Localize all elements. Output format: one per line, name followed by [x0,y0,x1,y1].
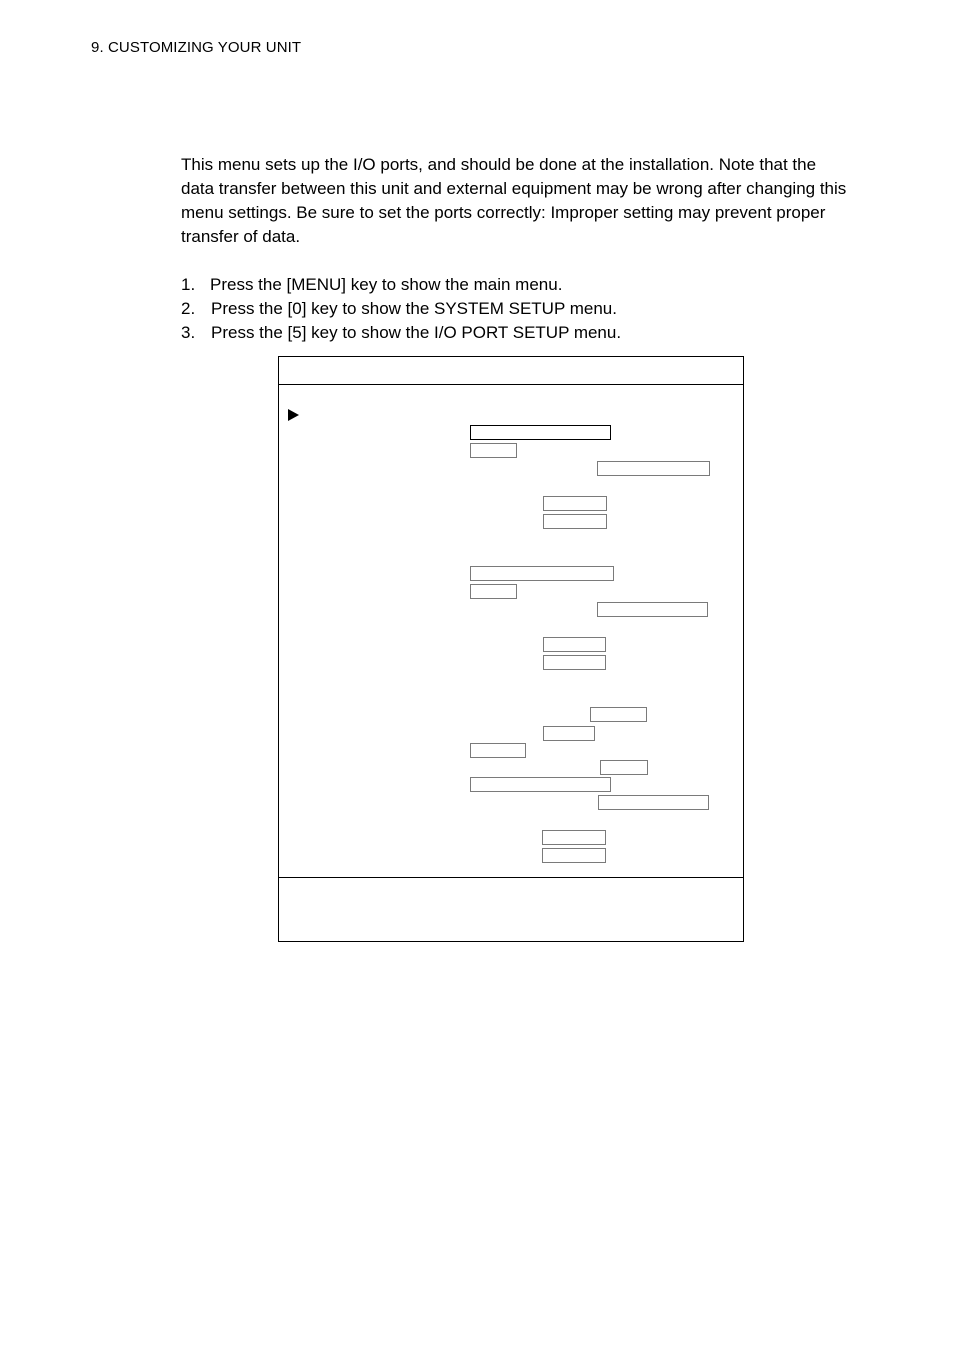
setting-field[interactable] [543,655,606,670]
step-number: 1. [181,275,196,294]
setting-field[interactable] [543,514,607,529]
io-port-setup-menu-figure [278,356,744,942]
setting-field[interactable] [597,602,708,617]
setting-field[interactable] [470,743,526,758]
intro-paragraph: This menu sets up the I/O ports, and should be done at the installation. Note that the data transfer between this unit and external equipment may be wrong after changing this menu settings. Be sure to set the ports correctly: Improper setting may prevent proper transfer of data. [181,155,847,246]
setting-field[interactable] [470,566,614,581]
menu-footer-area [279,877,743,941]
procedure-steps [181,273,621,345]
setting-field[interactable] [543,496,607,511]
setting-field[interactable] [470,443,517,458]
setting-field[interactable] [598,795,709,810]
setting-field[interactable] [470,584,517,599]
step-text: Press the [5] key to show the I/O PORT SETUP menu. [211,323,622,342]
step-item [181,297,621,321]
setting-field[interactable] [590,707,647,722]
step-number: 3. [181,323,196,342]
setting-field[interactable] [597,461,710,476]
setting-field[interactable] [543,726,595,741]
setting-field[interactable] [542,848,606,863]
step-item [181,321,621,345]
step-text: Press the [MENU] key to show the main menu. [210,275,563,294]
setting-field[interactable] [542,830,606,845]
setting-field[interactable] [470,777,611,792]
menu-title-bar [279,357,743,385]
setting-field[interactable] [470,425,611,440]
step-number: 2. [181,299,196,318]
step-text: Press the [0] key to show the SYSTEM SETUP menu. [211,299,617,318]
running-head: 9. CUSTOMIZING YOUR UNIT [91,39,302,56]
cursor-arrow-icon [288,409,299,421]
setting-field[interactable] [600,760,648,775]
setting-field[interactable] [543,637,606,652]
step-item [181,273,621,297]
